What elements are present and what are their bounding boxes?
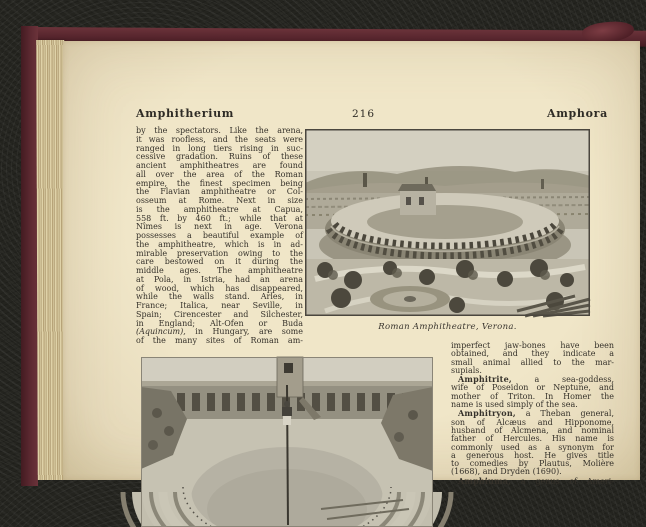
- left-column-text: [136, 127, 303, 346]
- text-line: father of Hercules. His name is: [451, 434, 614, 444]
- text-line: to comedies by Plautus, Molière: [451, 459, 614, 469]
- verona-amphitheatre-photo: [305, 129, 590, 316]
- text-line: imperfect jaw-bones have been: [451, 341, 614, 350]
- text-line: mother of Triton. In Homer the: [451, 391, 614, 401]
- verona-photo-caption: Roman Amphitheatre, Verona.: [378, 322, 517, 332]
- text-line: is the amphitheatre at Capua,: [136, 204, 303, 214]
- text-line: in England; Alt-Ofen or Buda: [136, 318, 303, 328]
- text-line: son of Alcæus and Hipponome,: [451, 417, 614, 427]
- header-guide-word-left: Amphitherium: [136, 107, 235, 120]
- text-line: all over the area of the Roman: [136, 169, 303, 179]
- text-line: a generous host. He gives title: [451, 450, 614, 460]
- text-line: osseum at Rome. Next in size: [136, 196, 303, 205]
- verona-photo-illustration: [305, 129, 590, 316]
- interior-photo-illustration: [141, 357, 433, 527]
- text-line: mirable preservation owing to the: [136, 248, 303, 258]
- text-line: ranged in long tiers rising in suc-: [136, 143, 303, 153]
- text-line: husband of Alcmena, and nominal: [451, 425, 614, 435]
- book-page: [63, 41, 640, 486]
- text-line: obtained, and they indicate a: [451, 349, 614, 359]
- text-line: ancient amphitheatres are found: [136, 161, 303, 170]
- text-line: at Pola, in Istria, had an arena: [136, 274, 303, 284]
- text-line: by the spectators. Like the arena,: [136, 126, 303, 135]
- text-line: Amphitryon, a Theban general,: [458, 408, 614, 419]
- text-line: wife of Poseidon or Neptune, and: [451, 383, 614, 393]
- text-line: small animal allied to the mar-: [451, 357, 614, 367]
- text-line: the amphitheatre, which is in ad-: [136, 239, 303, 249]
- text-line: the Flavian amphitheatre or Col-: [136, 187, 303, 197]
- header-guide-word-right: Amphora: [546, 107, 608, 120]
- page-edges-stack: [36, 40, 66, 480]
- text-line: of the many sites of Roman am-: [136, 336, 303, 345]
- text-line: France; Italica, near Seville, in: [136, 301, 303, 310]
- text-line: Amphiuma, a genus of Ameri-: [458, 475, 614, 486]
- text-line: commonly used as a synonym for: [451, 442, 614, 452]
- right-column-text: [451, 342, 614, 486]
- text-line: care bestowed on it during the: [136, 257, 303, 267]
- text-line: empire, the finest specimen being: [136, 178, 303, 188]
- text-line: (1668), and Dryden (1690).: [451, 467, 562, 477]
- interior-amphitheatre-photo: [141, 357, 433, 527]
- text-line: of wood, which has disappeared,: [136, 283, 303, 293]
- text-line: 558 ft. by 460 ft.; while that at: [136, 213, 303, 223]
- text-line: Amphitrite, a sea-goddess,: [458, 374, 614, 385]
- text-line: (Aquincum), in Hungary, are some: [136, 327, 303, 337]
- header-page-number: 216: [352, 108, 376, 120]
- text-line: cessive gradation. Ruins of these: [136, 152, 303, 162]
- text-line: while the walls stand. Arles, in: [136, 292, 303, 302]
- text-line: it was roofless, and the seats were: [136, 134, 303, 144]
- text-line: name is used simply of the sea.: [451, 400, 578, 410]
- text-line: middle ages. The amphitheatre: [136, 266, 303, 275]
- text-line: possesses a beautiful example of: [136, 231, 303, 240]
- text-line: Nîmes is next in age. Verona: [136, 222, 303, 232]
- text-line: supials.: [451, 365, 482, 375]
- text-line: Spain; Cirencester and Silchester,: [136, 309, 303, 319]
